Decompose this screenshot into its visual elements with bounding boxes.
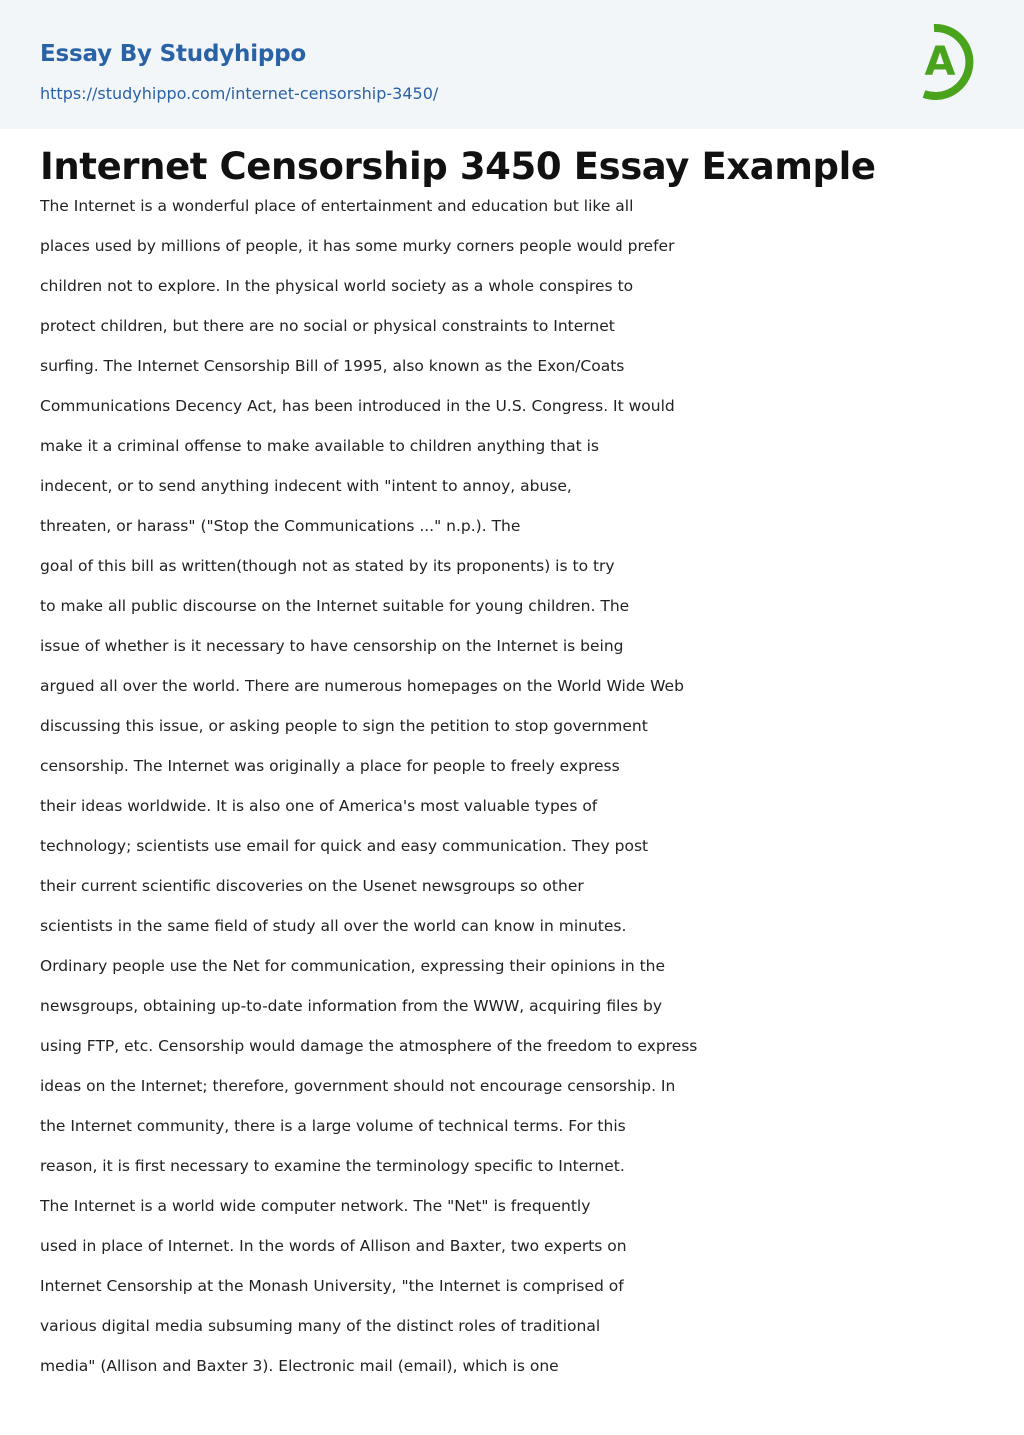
site-brand[interactable]: Essay By Studyhippo (40, 41, 307, 67)
essay-line: media" (Allison and Baxter 3). Electronic mail (email), which is one (40, 1357, 559, 1375)
essay-line: reason, it is first necessary to examine the terminology specific to Internet. (40, 1157, 625, 1175)
essay-line: to make all public discourse on the Internet suitable for young children. The (40, 597, 630, 615)
essay-line: various digital media subsuming many of the distinct roles of traditional (40, 1317, 601, 1335)
essay-line: argued all over the world. There are numerous homepages on the World Wide Web (40, 677, 684, 695)
source-url-link[interactable]: https://studyhippo.com/internet-censorship-3450/ (40, 84, 439, 103)
essay-line: used in place of Internet. In the words of Allison and Baxter, two experts on (40, 1237, 627, 1255)
essay-line: censorship. The Internet was originally a place for people to freely express (40, 757, 620, 775)
studyhippo-a-logo-icon[interactable] (912, 18, 988, 106)
essay-line: their current scientific discoveries on the Usenet newsgroups so other (40, 877, 584, 895)
essay-line: The Internet is a wonderful place of entertainment and education but like all (40, 197, 634, 215)
essay-body (40, 196, 760, 1396)
essay-line: Internet Censorship at the Monash University, "the Internet is comprised of (40, 1277, 624, 1295)
essay-line: indecent, or to send anything indecent with "intent to annoy, abuse, (40, 477, 572, 495)
essay-line: newsgroups, obtaining up-to-date information from the WWW, acquiring files by (40, 997, 663, 1015)
essay-line: protect children, but there are no social or physical constraints to Internet (40, 317, 615, 335)
essay-line: goal of this bill as written(though not as stated by its proponents) is to try (40, 557, 615, 575)
essay-line: technology; scientists use email for quick and easy communication. They post (40, 837, 649, 855)
essay-line: threaten, or harass" ("Stop the Communications ..." n.p.). The (40, 517, 521, 535)
essay-line: The Internet is a world wide computer network. The "Net" is frequently (40, 1197, 591, 1215)
essay-line: scientists in the same field of study all over the world can know in minutes. (40, 917, 627, 935)
site-header (0, 0, 1024, 129)
essay-line: surfing. The Internet Censorship Bill of 1995, also known as the Exon/Coats (40, 357, 625, 375)
essay-line: places used by millions of people, it has some murky corners people would prefer (40, 237, 675, 255)
essay-line: make it a criminal offense to make available to children anything that is (40, 437, 599, 455)
essay-line: ideas on the Internet; therefore, government should not encourage censorship. In (40, 1077, 676, 1095)
page-title: Internet Censorship 3450 Essay Example (40, 145, 876, 188)
essay-line: their ideas worldwide. It is also one of America's most valuable types of (40, 797, 598, 815)
essay-line: using FTP, etc. Censorship would damage the atmosphere of the freedom to express (40, 1037, 698, 1055)
essay-line: issue of whether is it necessary to have censorship on the Internet is being (40, 637, 624, 655)
logo-letter: A (924, 39, 956, 85)
essay-line: Ordinary people use the Net for communication, expressing their opinions in the (40, 957, 666, 975)
essay-line: Communications Decency Act, has been introduced in the U.S. Congress. It would (40, 397, 675, 415)
essay-line: the Internet community, there is a large volume of technical terms. For this (40, 1117, 626, 1135)
essay-line: discussing this issue, or asking people to sign the petition to stop government (40, 717, 648, 735)
essay-line: children not to explore. In the physical world society as a whole conspires to (40, 277, 634, 295)
